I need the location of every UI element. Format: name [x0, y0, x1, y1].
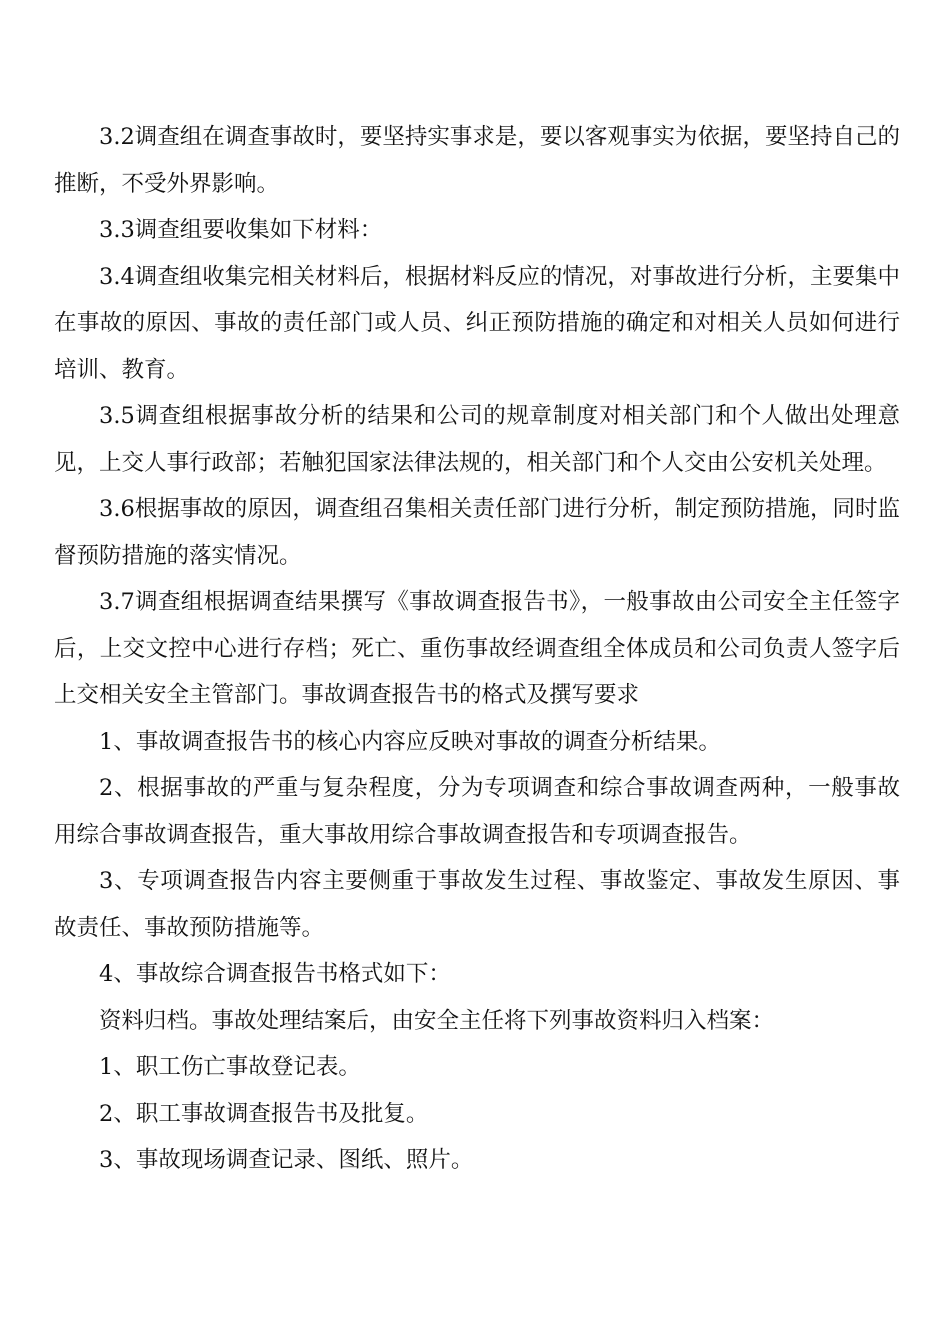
paragraph-3-2: 3.2调查组在调查事故时，要坚持实事求是，要以客观事实为依据，要坚持自己的推断，不受外界影响。	[54, 124, 900, 197]
paragraph-3-3: 3.3调查组要收集如下材料：	[99, 217, 383, 243]
document-body	[54, 114, 900, 1184]
archive-item-2: 2、职工事故调查报告书及批复。	[99, 1100, 429, 1127]
paragraph-3-6: 3.6根据事故的原因，调查组召集相关责任部门进行分析，制定预防措施，同时监督预防措施的落实情况。	[54, 496, 900, 569]
list-item-4: 4、事故综合调查报告书格式如下：	[99, 961, 451, 987]
list-item-3: 3、专项调查报告内容主要侧重于事故发生过程、事故鉴定、事故发生原因、事故责任、事故预防措施等。	[54, 868, 900, 941]
archive-item-1: 1、职工伤亡事故登记表。	[99, 1054, 361, 1080]
paragraph-3-4: 3.4调查组收集完相关材料后，根据材料反应的情况，对事故进行分析，主要集中在事故的原因、事故的责任部门或人员、纠正预防措施的确定和对相关人员如何进行培训、教育。	[54, 263, 900, 383]
list-item-2: 2、根据事故的严重与复杂程度，分为专项调查和综合事故调查两种，一般事故用综合事故调查报告，重大事故用综合事故调查报告和专项调查报告。	[54, 775, 900, 848]
archive-paragraph: 资料归档。事故处理结案后，由安全主任将下列事故资料归入档案：	[99, 1007, 775, 1034]
list-item-1: 1、事故调查报告书的核心内容应反映对事故的调查分析结果。	[99, 728, 721, 755]
paragraph-3-7: 3.7调查组根据调查结果撰写《事故调查报告书》，一般事故由公司安全主任签字后，上交文控中心进行存档；死亡、重伤事故经调查组全体成员和公司负责人签字后上交相关安全主管部门。事故调查报告书的格式及撰写要求	[54, 589, 900, 708]
paragraph-3-5: 3.5调查组根据事故分析的结果和公司的规章制度对相关部门和个人做出处理意见，上交人事行政部；若触犯国家法律法规的，相关部门和个人交由公安机关处理。	[54, 403, 900, 476]
archive-item-3: 3、事故现场调查记录、图纸、照片。	[99, 1147, 474, 1173]
